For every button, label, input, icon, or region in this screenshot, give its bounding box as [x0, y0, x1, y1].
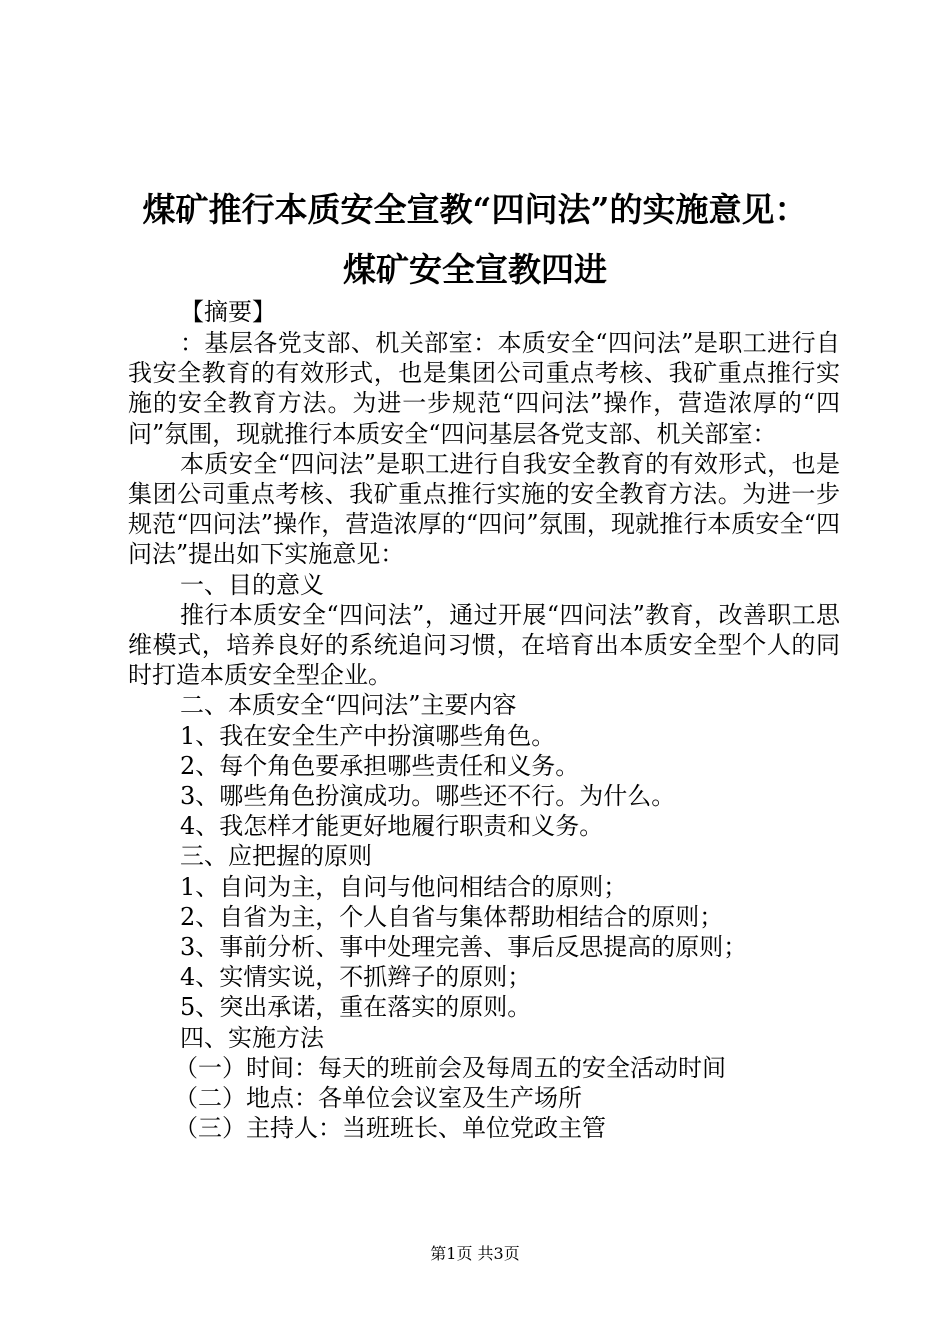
- list-item: （二）地点：各单位会议室及生产场所: [174, 1084, 582, 1113]
- list-item: 4、实情实说，不抓辫子的原则；: [180, 963, 532, 992]
- section-heading-content: 二、本质安全“四问法”主要内容: [180, 691, 517, 720]
- section-heading-purpose: 一、目的意义: [180, 570, 324, 599]
- list-item: 2、自省为主，个人自省与集体帮助相结合的原则；: [180, 902, 724, 931]
- list-item: 4、我怎样才能更好地履行职责和义务。: [180, 812, 604, 841]
- list-item: 2、每个角色要承担哪些责任和义务。: [180, 751, 580, 780]
- list-item: 1、自问为主，自问与他问相结合的原则；: [180, 872, 628, 901]
- purpose-paragraph: 推行本质安全“四问法”，通过开展“四问法”教育，改善职工思维模式，培养良好的系统追问习惯，在培育出本质安全型个人的同时打造本质安全型企业。: [128, 600, 840, 690]
- document-title-line-1: 煤矿推行本质安全宣教“四问法”的实施意见：: [142, 190, 808, 229]
- list-item: （三）主持人：当班班长、单位党政主管: [174, 1114, 606, 1143]
- abstract-label: 【摘要】: [180, 298, 276, 326]
- abstract-paragraph: ：基层各党支部、机关部室：本质安全“四问法”是职工进行自我安全教育的有效形式，也是集团公司重点考核、我矿重点推行实施的安全教育方法。为进一步规范“四问法”操作，营造浓厚的“四问”氛围，现就推行本质安全“四问基层各党支部、机关部室：: [128, 329, 840, 448]
- section-heading-principles: 三、应把握的原则: [180, 842, 372, 871]
- list-item: 5、突出承诺，重在落实的原则。: [180, 993, 532, 1022]
- list-item: 3、哪些角色扮演成功。哪些还不行。为什么。: [180, 782, 676, 811]
- intro-paragraph: 本质安全“四问法”是职工进行自我安全教育的有效形式，也是集团公司重点考核、我矿重点推行实施的安全教育方法。为进一步规范“四问法”操作，营造浓厚的“四问”氛围，现就推行本质安全“四问法”提出如下实施意见：: [128, 449, 840, 569]
- page-number-footer: 第1页 共3页: [430, 1244, 520, 1263]
- list-item: 3、事前分析、事中处理完善、事后反思提高的原则；: [180, 933, 748, 962]
- section-heading-methods: 四、实施方法: [180, 1023, 324, 1052]
- list-item: 1、我在安全生产中扮演哪些角色。: [180, 721, 556, 750]
- list-item: （一）时间：每天的班前会及每周五的安全活动时间: [174, 1053, 726, 1082]
- document-title-line-2: 煤矿安全宣教四进: [343, 250, 607, 289]
- document-body: [128, 328, 840, 1143]
